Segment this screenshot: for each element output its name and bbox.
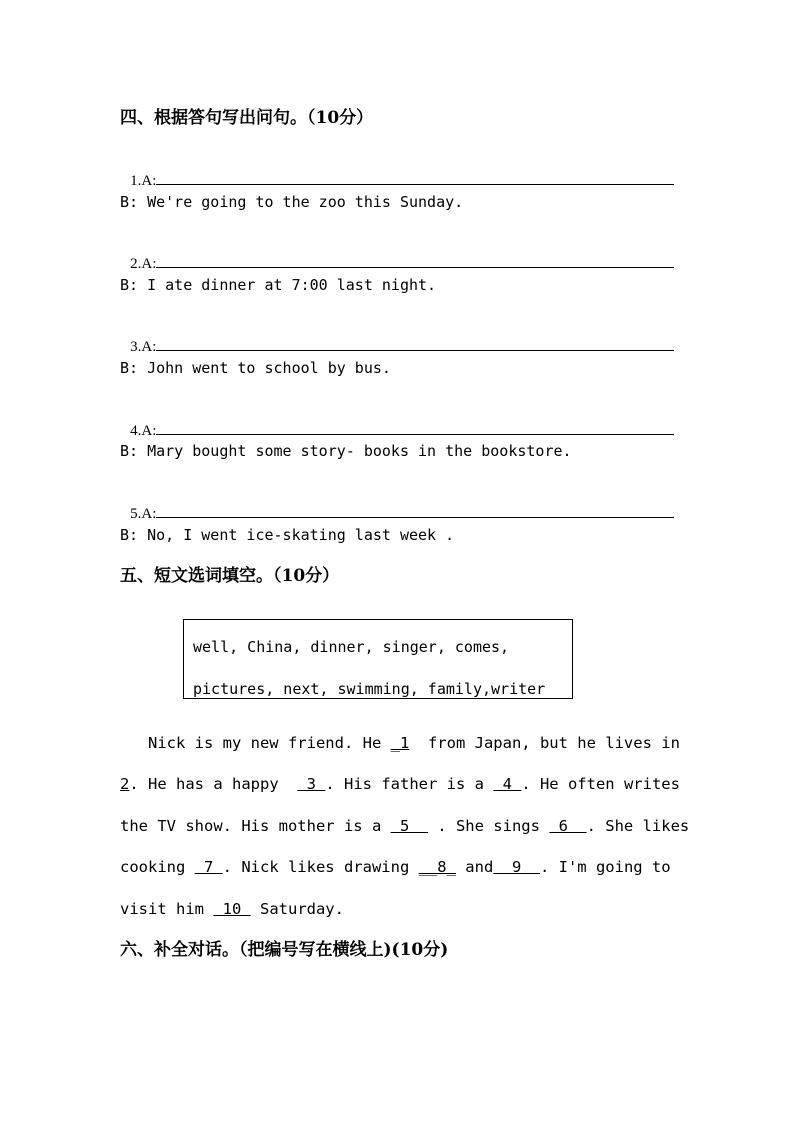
question-2-line <box>120 233 674 274</box>
question-3-blank[interactable] <box>156 336 674 351</box>
blank-2[interactable]: 2 <box>120 775 130 793</box>
blank-10[interactable]: 10 <box>213 900 251 918</box>
passage-text: visit him <box>120 900 214 918</box>
answer-5: B: No, I went ice-skating last week . <box>120 526 455 544</box>
blank-3[interactable]: 3 <box>297 775 326 793</box>
passage-line-4 <box>120 857 680 877</box>
passage-text: and <box>455 858 494 876</box>
blank-4[interactable]: 4 <box>493 775 522 793</box>
question-1-line <box>120 150 674 191</box>
passage-text: . He often writes <box>521 775 680 793</box>
passage-text: Saturday. <box>250 900 344 918</box>
question-3-line <box>120 316 674 357</box>
passage-text: . She likes <box>586 817 690 835</box>
passage-text: cooking <box>120 858 195 876</box>
blank-5[interactable]: 5 <box>390 817 428 835</box>
blank-8[interactable]: __8_ <box>418 858 456 876</box>
passage-text: the TV show. His mother is a <box>120 817 391 835</box>
question-5-line <box>120 483 674 524</box>
question-2-blank[interactable] <box>156 253 674 268</box>
blank-1[interactable]: _1 <box>390 734 410 752</box>
passage-text: . I'm going to <box>539 858 671 876</box>
answer-4: B: Mary bought some story- books in the bookstore. <box>120 442 572 460</box>
passage-text: . His father is a <box>325 775 494 793</box>
passage-line-1 <box>120 733 680 753</box>
answer-3: B: John went to school by bus. <box>120 359 391 377</box>
passage-text: . He has a happy <box>129 775 298 793</box>
passage-line-2 <box>120 774 680 794</box>
passage-text: Nick is my new friend. He <box>120 734 391 752</box>
passage-text: . She sings <box>427 817 550 835</box>
question-3-label: 3.A: <box>130 339 157 355</box>
passage-line-3 <box>120 816 690 836</box>
answer-2: B: I ate dinner at 7:00 last night. <box>120 276 437 294</box>
question-4-label: 4.A: <box>130 423 157 439</box>
word-bank-row-2: pictures, next, swimming, family,writer <box>193 680 546 698</box>
question-4-blank[interactable] <box>156 420 674 435</box>
passage-text: from Japan, but he lives in <box>409 734 680 752</box>
blank-6[interactable]: 6 <box>549 817 587 835</box>
section6-heading: 六、补全对话。（把编号写在横线上)(10分) <box>120 940 449 960</box>
passage-line-5 <box>120 899 680 919</box>
passage-text: . Nick likes drawing <box>222 858 419 876</box>
question-5-label: 5.A: <box>130 506 157 522</box>
question-1-label: 1.A: <box>130 173 157 189</box>
section4-heading: 四、根据答句写出问句。（10分） <box>120 108 374 128</box>
word-bank-row-1: well, China, dinner, singer, comes, <box>193 638 510 656</box>
word-bank-box <box>183 619 573 699</box>
blank-7[interactable]: 7 <box>194 858 223 876</box>
blank-9[interactable]: 9 <box>493 858 540 876</box>
question-1-blank[interactable] <box>156 170 674 185</box>
question-5-blank[interactable] <box>156 503 674 518</box>
section5-heading: 五、短文选词填空。（10分） <box>120 566 340 586</box>
answer-1: B: We're going to the zoo this Sunday. <box>120 193 464 211</box>
question-2-label: 2.A: <box>130 256 157 272</box>
question-4-line <box>120 400 674 441</box>
